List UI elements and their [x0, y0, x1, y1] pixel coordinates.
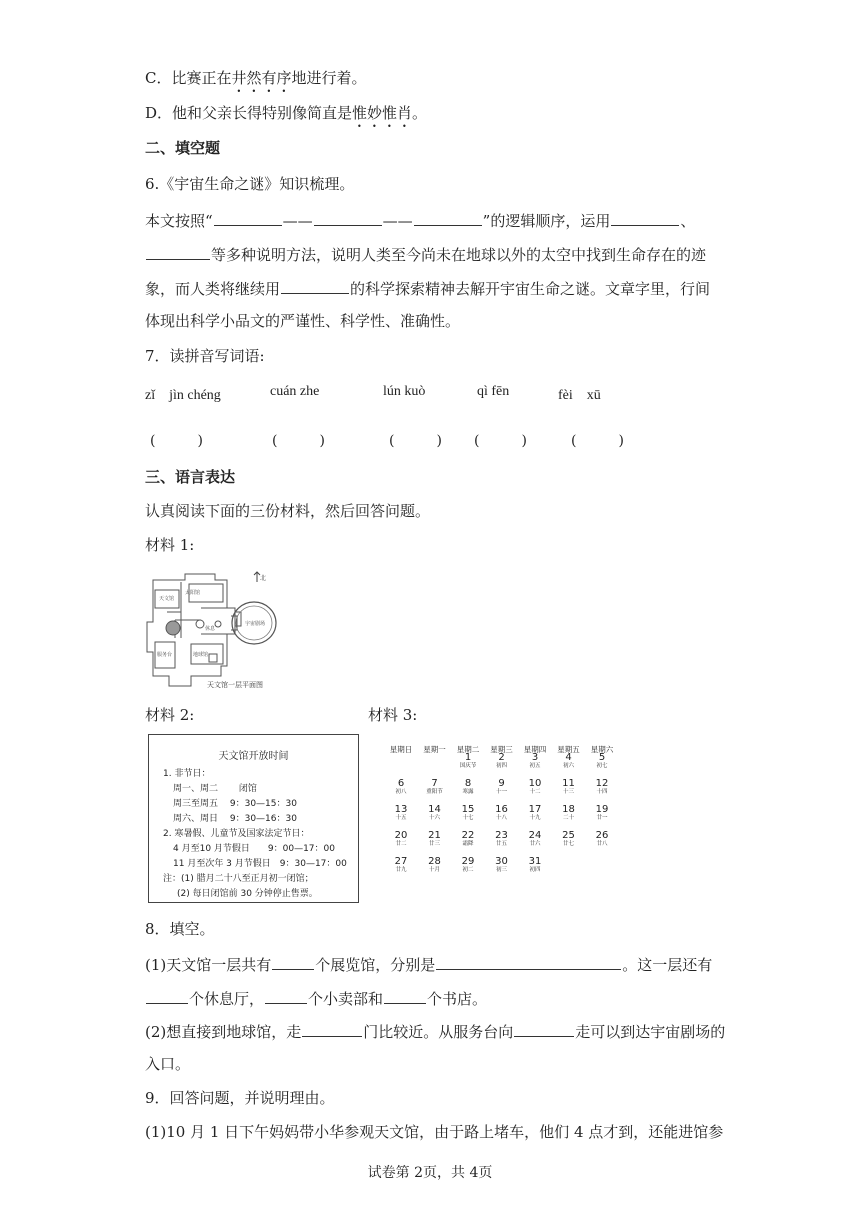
q8-line3-c: 走可以到达宇宙剧场的 — [575, 1023, 726, 1041]
calendar-day-number: 20 — [394, 830, 408, 841]
calendar-day — [519, 830, 551, 848]
q6-blank-1[interactable] — [214, 209, 282, 226]
q7-answer-4[interactable]: ( ) — [474, 433, 527, 449]
hours-line-3: 周三至周五 9：30—15：30 — [173, 799, 297, 809]
q6-line1-c: 、 — [680, 212, 696, 230]
q6-blank-3[interactable] — [414, 209, 482, 226]
q6-line2-b: 等多种说明方法，说明人类至今尚未在地球以外的太空中找到生命存在的迹 — [211, 246, 707, 264]
calendar-day — [486, 752, 518, 770]
section-2-title: 二、填空题 — [145, 139, 221, 157]
svg-text:太阳馆: 太阳馆 — [185, 590, 201, 596]
calendar-day — [553, 804, 585, 822]
q8-blank-6[interactable] — [302, 1020, 362, 1037]
calendar-day-number: 17 — [528, 804, 542, 815]
q8-blank-5[interactable] — [384, 987, 426, 1004]
section-3-title: 三、语言表达 — [145, 468, 236, 486]
q8-line4: 入口。 — [145, 1055, 191, 1073]
calendar-day — [553, 778, 585, 796]
october-calendar — [385, 744, 625, 904]
calendar-day-lunar: 廿二 — [395, 841, 407, 847]
calendar-day-number: 16 — [495, 804, 508, 815]
calendar-day-number: 5 — [598, 752, 606, 763]
q9-stem: 9．回答问题，并说明理由。 — [145, 1089, 335, 1107]
q8-line3-b: 门比较近。从服务台向 — [363, 1023, 514, 1041]
svg-text:服务台: 服务台 — [157, 652, 173, 658]
opening-hours-box — [148, 734, 359, 903]
q6-blank-2[interactable] — [314, 209, 382, 226]
calendar-day-lunar: 十月 — [428, 867, 440, 873]
calendar-day-number: 9 — [498, 778, 505, 789]
calendar-day-lunar: 初五 — [529, 763, 541, 769]
calendar-day — [385, 778, 417, 796]
calendar-day — [452, 752, 484, 770]
option-c-suffix: 地进行着。 — [291, 69, 367, 87]
calendar-day-number: 2 — [498, 752, 505, 763]
hours-line-1: 1. 非节日： — [163, 769, 211, 779]
q7-pinyin-4: qì fēn — [477, 384, 510, 399]
calendar-day-number: 4 — [565, 752, 572, 763]
hours-line-5: 2. 寒暑假、儿童节及国家法定节日： — [163, 829, 310, 839]
q6-blank-4[interactable] — [611, 209, 679, 226]
svg-text:宇宙剧场: 宇宙剧场 — [245, 621, 266, 627]
hours-line-7: 11 月至次年 3 月节假日 9：30—17：00 — [173, 859, 347, 869]
q7-answer-2[interactable]: ( ) — [272, 433, 325, 449]
q8-line1 — [145, 953, 712, 975]
hours-line-8: 注：(1) 腊月二十八至正月初一闭馆； — [163, 874, 314, 884]
calendar-day-lunar: 廿九 — [395, 867, 407, 873]
calendar-day — [553, 830, 585, 848]
q8-blank-7[interactable] — [514, 1020, 574, 1037]
calendar-day-number: 13 — [394, 804, 408, 815]
calendar-day — [586, 830, 618, 848]
q7-answer-1[interactable]: ( ) — [150, 433, 203, 449]
q8-blank-1[interactable] — [272, 953, 314, 970]
calendar-day-number: 23 — [495, 830, 508, 841]
q8-blank-4[interactable] — [265, 987, 307, 1004]
q8-line3-a: (2)想直接到地球馆，走 — [145, 1023, 302, 1041]
calendar-day — [519, 804, 551, 822]
calendar-day-lunar: 初八 — [395, 789, 407, 795]
option-d — [145, 103, 427, 131]
q8-line1-c: 。这一层还有 — [622, 956, 713, 974]
q8-line1-b: 个展览馆，分别是 — [315, 956, 436, 974]
q8-blank-2[interactable] — [436, 953, 621, 970]
calendar-day-lunar: 廿一 — [596, 815, 608, 821]
calendar-day — [385, 830, 417, 848]
calendar-day-lunar: 初六 — [562, 763, 574, 769]
calendar-day — [586, 752, 618, 770]
calendar-day-number: 12 — [595, 778, 609, 789]
calendar-day-number: 26 — [595, 830, 609, 841]
calendar-day — [586, 804, 618, 822]
floor-plan-caption: 天文馆一层平面图 — [207, 681, 263, 689]
calendar-day — [486, 804, 518, 822]
floor-plan-figure — [145, 568, 280, 693]
q9-line1: (1)10 月 1 日下午妈妈带小华参观天文馆，由于路上堵车，他们 4 点才到，还能进馆参 — [145, 1123, 724, 1141]
intro-text: 认真阅读下面的三份材料，然后回答问题。 — [145, 502, 431, 520]
calendar-day-number: 18 — [562, 804, 575, 815]
q8-line2 — [145, 987, 487, 1009]
calendar-day-lunar: 廿八 — [596, 841, 608, 847]
calendar-day-number: 22 — [461, 830, 475, 841]
calendar-day-number: 7 — [431, 778, 438, 789]
calendar-day — [586, 778, 618, 796]
q6-stem: 6.《宇宙生命之谜》知识梳理。 — [145, 175, 355, 193]
calendar-day-number: 11 — [562, 778, 575, 789]
calendar-day — [419, 804, 451, 822]
calendar-day — [486, 830, 518, 848]
calendar-day-lunar: 廿七 — [562, 841, 574, 847]
calendar-day — [519, 752, 551, 770]
calendar-day-number: 21 — [428, 830, 441, 841]
calendar-day — [385, 856, 417, 874]
calendar-weekday: 星期一 — [423, 745, 446, 754]
calendar-day-lunar: 初四 — [495, 763, 507, 769]
calendar-day — [385, 804, 417, 822]
north-label: 北 — [260, 575, 267, 582]
calendar-day-number: 10 — [528, 778, 542, 789]
q6-dash-2: —— — [382, 212, 413, 230]
calendar-day-lunar: 霜降 — [462, 841, 474, 847]
calendar-day — [419, 778, 451, 796]
option-d-suffix: 。 — [412, 104, 428, 122]
q8-line2-c: 个小卖部和 — [308, 990, 384, 1008]
option-c-dotted: 井然有序 — [231, 69, 292, 87]
option-d-prefix: D．他和父亲长得特别像简直是 — [145, 104, 353, 122]
calendar-weekday: 星期二 — [456, 745, 480, 754]
q6-line3 — [145, 277, 710, 299]
calendar-weekday: 星期五 — [557, 745, 580, 754]
calendar-day-number: 15 — [461, 804, 475, 815]
opening-hours-title: 天文馆开放时间 — [218, 751, 289, 762]
calendar-day-lunar: 国庆节 — [459, 763, 477, 769]
calendar-day — [452, 778, 484, 796]
calendar-weekday: 星期三 — [490, 745, 513, 754]
calendar-day-number: 1 — [464, 752, 472, 763]
calendar-day-lunar: 十二 — [529, 789, 541, 795]
calendar-day-number: 29 — [461, 856, 475, 867]
calendar-weekday: 星期六 — [590, 745, 614, 754]
calendar-day — [553, 752, 585, 770]
calendar-day — [519, 778, 551, 796]
calendar-day-lunar: 十四 — [596, 789, 608, 795]
calendar-day-number: 14 — [428, 804, 441, 815]
calendar-day-lunar: 廿六 — [529, 841, 541, 847]
calendar-day-lunar: 初二 — [462, 867, 474, 873]
hours-line-9: (2) 每日闭馆前 30 分钟停止售票。 — [177, 889, 318, 899]
q7-pinyin-1: zǐ jìn chéng — [145, 388, 221, 403]
q6-dash-1: —— — [282, 212, 313, 230]
calendar-day-number: 31 — [528, 856, 542, 867]
calendar-day — [519, 856, 551, 874]
calendar-day-number: 28 — [428, 856, 441, 867]
hours-line-4: 周六、周日 9：30—16：30 — [173, 814, 297, 824]
q6-line1-b: ”的逻辑顺序，运用 — [482, 212, 611, 230]
calendar-day — [452, 856, 484, 874]
calendar-day-lunar: 十八 — [495, 815, 507, 821]
q8-line2-b: 个休息厅， — [189, 990, 265, 1008]
q8-line3 — [145, 1020, 725, 1042]
calendar-day-lunar: 廿三 — [428, 841, 440, 847]
hours-line-6: 4 月至10 月节假日 9：00—17：00 — [173, 844, 335, 854]
q6-line3-a: 象，而人类将继续用 — [145, 280, 281, 298]
calendar-day-number: 27 — [394, 856, 408, 867]
hours-line-2: 周一、周二 闭馆 — [173, 784, 257, 794]
q8-blank-3[interactable] — [146, 987, 188, 1004]
calendar-day-number: 8 — [464, 778, 472, 789]
option-d-dotted: 惟妙惟肖 — [352, 104, 413, 122]
svg-text:休息: 休息 — [205, 626, 216, 632]
q8-line2-d: 个书店。 — [427, 990, 488, 1008]
calendar-day-lunar: 十七 — [462, 815, 474, 821]
q8-stem: 8．填空。 — [145, 920, 215, 938]
q7-stem: 7．读拼音写词语: — [145, 347, 265, 365]
calendar-day-lunar: 寒露 — [462, 789, 474, 795]
calendar-day-lunar: 初七 — [596, 763, 608, 769]
q6-blank-6[interactable] — [281, 277, 349, 294]
q7-pinyin-2: cuán zhe — [270, 384, 320, 399]
m1-label: 材料 1: — [145, 536, 195, 554]
calendar-day-lunar: 廿五 — [495, 841, 507, 847]
m2-label: 材料 2: — [145, 706, 195, 724]
calendar-day-number: 25 — [562, 830, 575, 841]
calendar-day-lunar: 重阳节 — [426, 789, 443, 795]
calendar-day-number: 6 — [397, 778, 405, 789]
calendar-day-lunar: 十九 — [529, 815, 541, 821]
m3-label: 材料 3: — [368, 706, 418, 724]
option-c — [145, 68, 367, 96]
q6-line4: 体现出科学小品文的严谨性、科学性、准确性。 — [145, 312, 461, 330]
q7-pinyin-3: lún kuò — [383, 384, 426, 399]
svg-text:地球馆: 地球馆 — [193, 652, 209, 658]
svg-text:天文馆: 天文馆 — [159, 596, 175, 602]
q6-blank-5[interactable] — [146, 243, 210, 260]
q7-answer-5[interactable]: ( ) — [571, 433, 624, 449]
calendar-day — [419, 830, 451, 848]
calendar-weekday: 星期日 — [389, 745, 413, 754]
calendar-day — [452, 804, 484, 822]
calendar-day-lunar: 十六 — [428, 815, 440, 821]
calendar-day-number: 24 — [528, 830, 542, 841]
q7-pinyin-5: fèi xū — [558, 388, 601, 403]
q8-line1-a: (1)天文馆一层共有 — [145, 956, 272, 974]
calendar-day-lunar: 初四 — [529, 867, 541, 873]
page-footer: 试卷第 2页，共 4页 — [367, 1165, 493, 1181]
calendar-day — [486, 856, 518, 874]
calendar-day — [452, 830, 484, 848]
calendar-day-lunar: 十五 — [395, 815, 407, 821]
option-c-prefix: C．比赛正在 — [145, 69, 232, 87]
calendar-day-number: 3 — [531, 752, 539, 763]
calendar-day-number: 30 — [495, 856, 508, 867]
q6-line1 — [145, 209, 695, 231]
calendar-day-lunar: 十一 — [495, 789, 507, 795]
calendar-day — [419, 856, 451, 874]
calendar-day-lunar: 初三 — [495, 867, 507, 873]
calendar-day-lunar: 二十 — [562, 815, 574, 821]
q6-line1-a: 本文按照“ — [145, 212, 213, 230]
q7-answer-3[interactable]: ( ) — [389, 433, 442, 449]
calendar-weekday: 星期四 — [523, 745, 547, 754]
q6-line2 — [145, 243, 706, 265]
calendar-day — [486, 778, 518, 796]
q6-line3-b: 的科学探索精神去解开宇宙生命之谜。文章字里，行间 — [350, 280, 711, 298]
calendar-day-lunar: 十三 — [562, 789, 574, 795]
calendar-day-number: 19 — [595, 804, 609, 815]
